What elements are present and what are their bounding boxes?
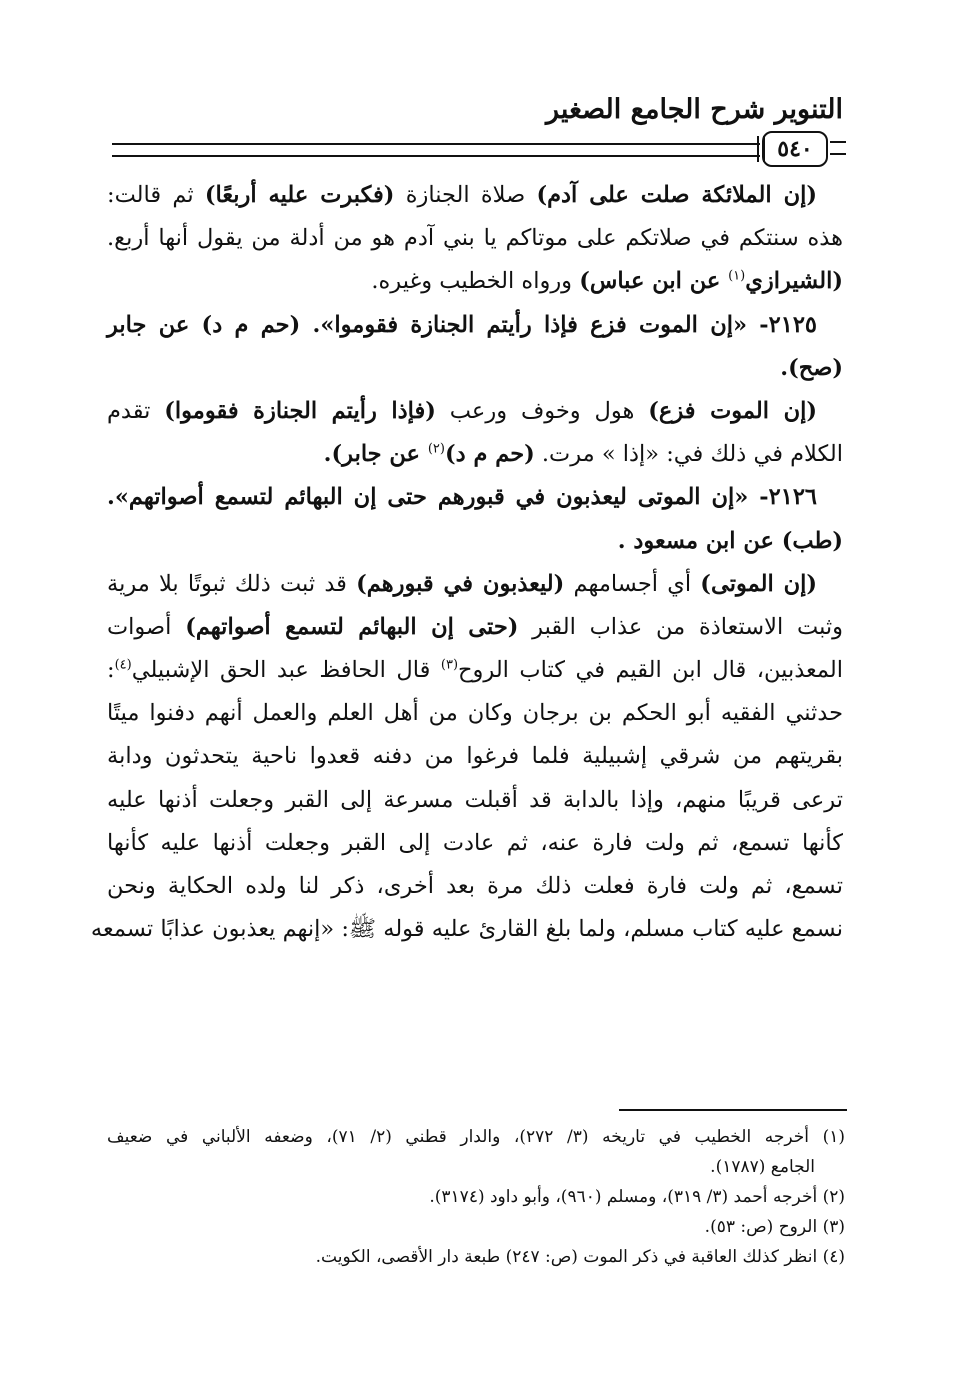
text-line xyxy=(107,520,843,563)
commentary-text: صلاة الجنازة xyxy=(394,182,537,208)
commentary-text: أي أجسامهم xyxy=(564,570,701,597)
hadith-text: ٢١٢٦- «إن الموتى ليعذبون في قبورهم حتى إن البهائم لتسمع أصواتهم». xyxy=(107,484,817,511)
commentary-text: أصوات xyxy=(107,613,186,640)
commentary-text: المعذبين، قال ابن القيم في كتاب الروح xyxy=(458,657,843,684)
text-line xyxy=(107,433,843,476)
commentary-text: قد ثبت ذلك ثبوتًا بلا مرية xyxy=(107,570,357,597)
text-line: كأنها تسمع، ثم ولت فارة عنه، ثم عادت إلى القبر وجعلت أذنها عليه كأنها xyxy=(107,829,843,856)
commentary-text: الكلام في ذلك في: «إذا » مرت. xyxy=(534,441,843,468)
commentary-text: ثم قالت: xyxy=(107,182,205,208)
text-line: ترعى قريبًا منهم، وإذا بالدابة قد أقبلت مسرعة إلى القبر وجعلت أذنها عليه xyxy=(107,786,843,813)
text-line: تسمع، ثم ولت فارة فعلت ذلك مرة بعد أخرى، ذكر لنا ولده الحكاية ونحن xyxy=(107,873,843,899)
commentary-text: : xyxy=(107,657,115,684)
quoted-hadith-text: (فإذا رأيتم الجنازة فقوموا) xyxy=(164,397,436,424)
text-line xyxy=(107,649,843,692)
text-line xyxy=(107,563,843,606)
footnote-4: (٤) انظر كذلك العاقبة في ذكر الموت (ص: ٢٤٧) طبعة دار الأقصى، الكويت. xyxy=(315,1247,845,1267)
source-reference: عن جابر). xyxy=(323,441,428,468)
running-title: التنوير شرح الجامع الصغير xyxy=(546,94,843,125)
footnotes xyxy=(107,1122,845,1272)
text-line: هذه سنتكم في صلاتكم على موتاكم يا بني آدم هو من أدلة من يقول أنها أربع. xyxy=(107,225,843,252)
quoted-hadith-text: (ليعذبون في قبورهم) xyxy=(356,570,565,597)
footnote-3: (٣) الروح (ص: ٥٣). xyxy=(704,1217,845,1237)
footnote-1-continued: الجامع (١٧٨٧). xyxy=(710,1157,815,1177)
grading-label: (صح). xyxy=(780,354,843,381)
footnote-marker: (٣) xyxy=(440,657,459,673)
text-line xyxy=(107,390,843,433)
page-number: ٥٤٠ xyxy=(762,131,828,167)
quoted-hadith-text: (إن الموتى) xyxy=(700,570,818,597)
header-rule-tail xyxy=(830,141,846,155)
text-line: بقريتهم من شرقي إشبيلية فلما فرغوا من دفنه قعدوا ناحية يتحدثون ودابة xyxy=(107,743,843,770)
commentary-text: وثبت الاستعاذة من عذاب القبر xyxy=(518,613,844,640)
main-text xyxy=(90,174,844,951)
text-line: نسمع عليه كتاب مسلم، ولما بلغ القارئ عليه قوله ﷺ: «إنهم يعذبون عذابًا تسمعه xyxy=(90,916,843,943)
footnote-2: (٢) أخرجه أحمد (٣/ ٣١٩)، ومسلم (٩٦٠)، وأبو داود (٣١٧٤). xyxy=(429,1187,845,1207)
source-reference: (طب) عن ابن مسعود . xyxy=(617,527,843,554)
hadith-entry-2125 xyxy=(107,304,843,347)
hadith-text: ٢١٢٥- «إن الموت فزع فإذا رأيتم الجنازة فقوموا». (حم م د) عن جابر xyxy=(107,311,817,338)
header-double-rule xyxy=(112,143,760,157)
quoted-hadith-text: (إن الملائكة صلت على آدم) xyxy=(536,182,817,208)
quoted-hadith-text: (فكبرت عليه أربعًا) xyxy=(204,182,395,208)
text-line xyxy=(107,347,843,390)
source-reference: عن ابن عباس) xyxy=(579,268,729,295)
hadith-entry-2126 xyxy=(107,476,843,519)
footnote-marker: (٢) xyxy=(427,441,445,457)
quoted-hadith-text: (حتى إن البهائم لتسمع أصواتهم) xyxy=(185,613,519,640)
commentary-text: تقدم xyxy=(107,397,165,424)
commentary-text: هول وخوف ورعب xyxy=(435,397,649,424)
commentary-text: قال الحافظ عبد الحق الإشبيلي xyxy=(131,657,441,684)
quoted-hadith-text: (إن الموت فزع) xyxy=(648,397,817,424)
text-line xyxy=(107,260,843,303)
text-line xyxy=(107,606,843,649)
footnote-1: (١) أخرجه الخطيب في تاريخه (٣/ ٢٧٢)، والدار قطني (٢/ ٧١)، وضعفه الألباني في ضعيف xyxy=(107,1127,845,1147)
text-line: حدثني الفقيه أبو الحكم بن برجان وكان من أهل العلم والعمل أنهم دفنوا ميتًا xyxy=(107,700,843,727)
footnote-separator xyxy=(619,1109,847,1111)
footnote-marker: (٤) xyxy=(114,657,132,673)
footnote-marker: (١) xyxy=(728,268,746,284)
source-reference: (حم م د) xyxy=(444,441,535,468)
text-line xyxy=(107,174,843,217)
commentary-text: ورواه الخطيب وغيره. xyxy=(371,268,580,295)
source-reference: (الشيرازي xyxy=(745,268,843,295)
